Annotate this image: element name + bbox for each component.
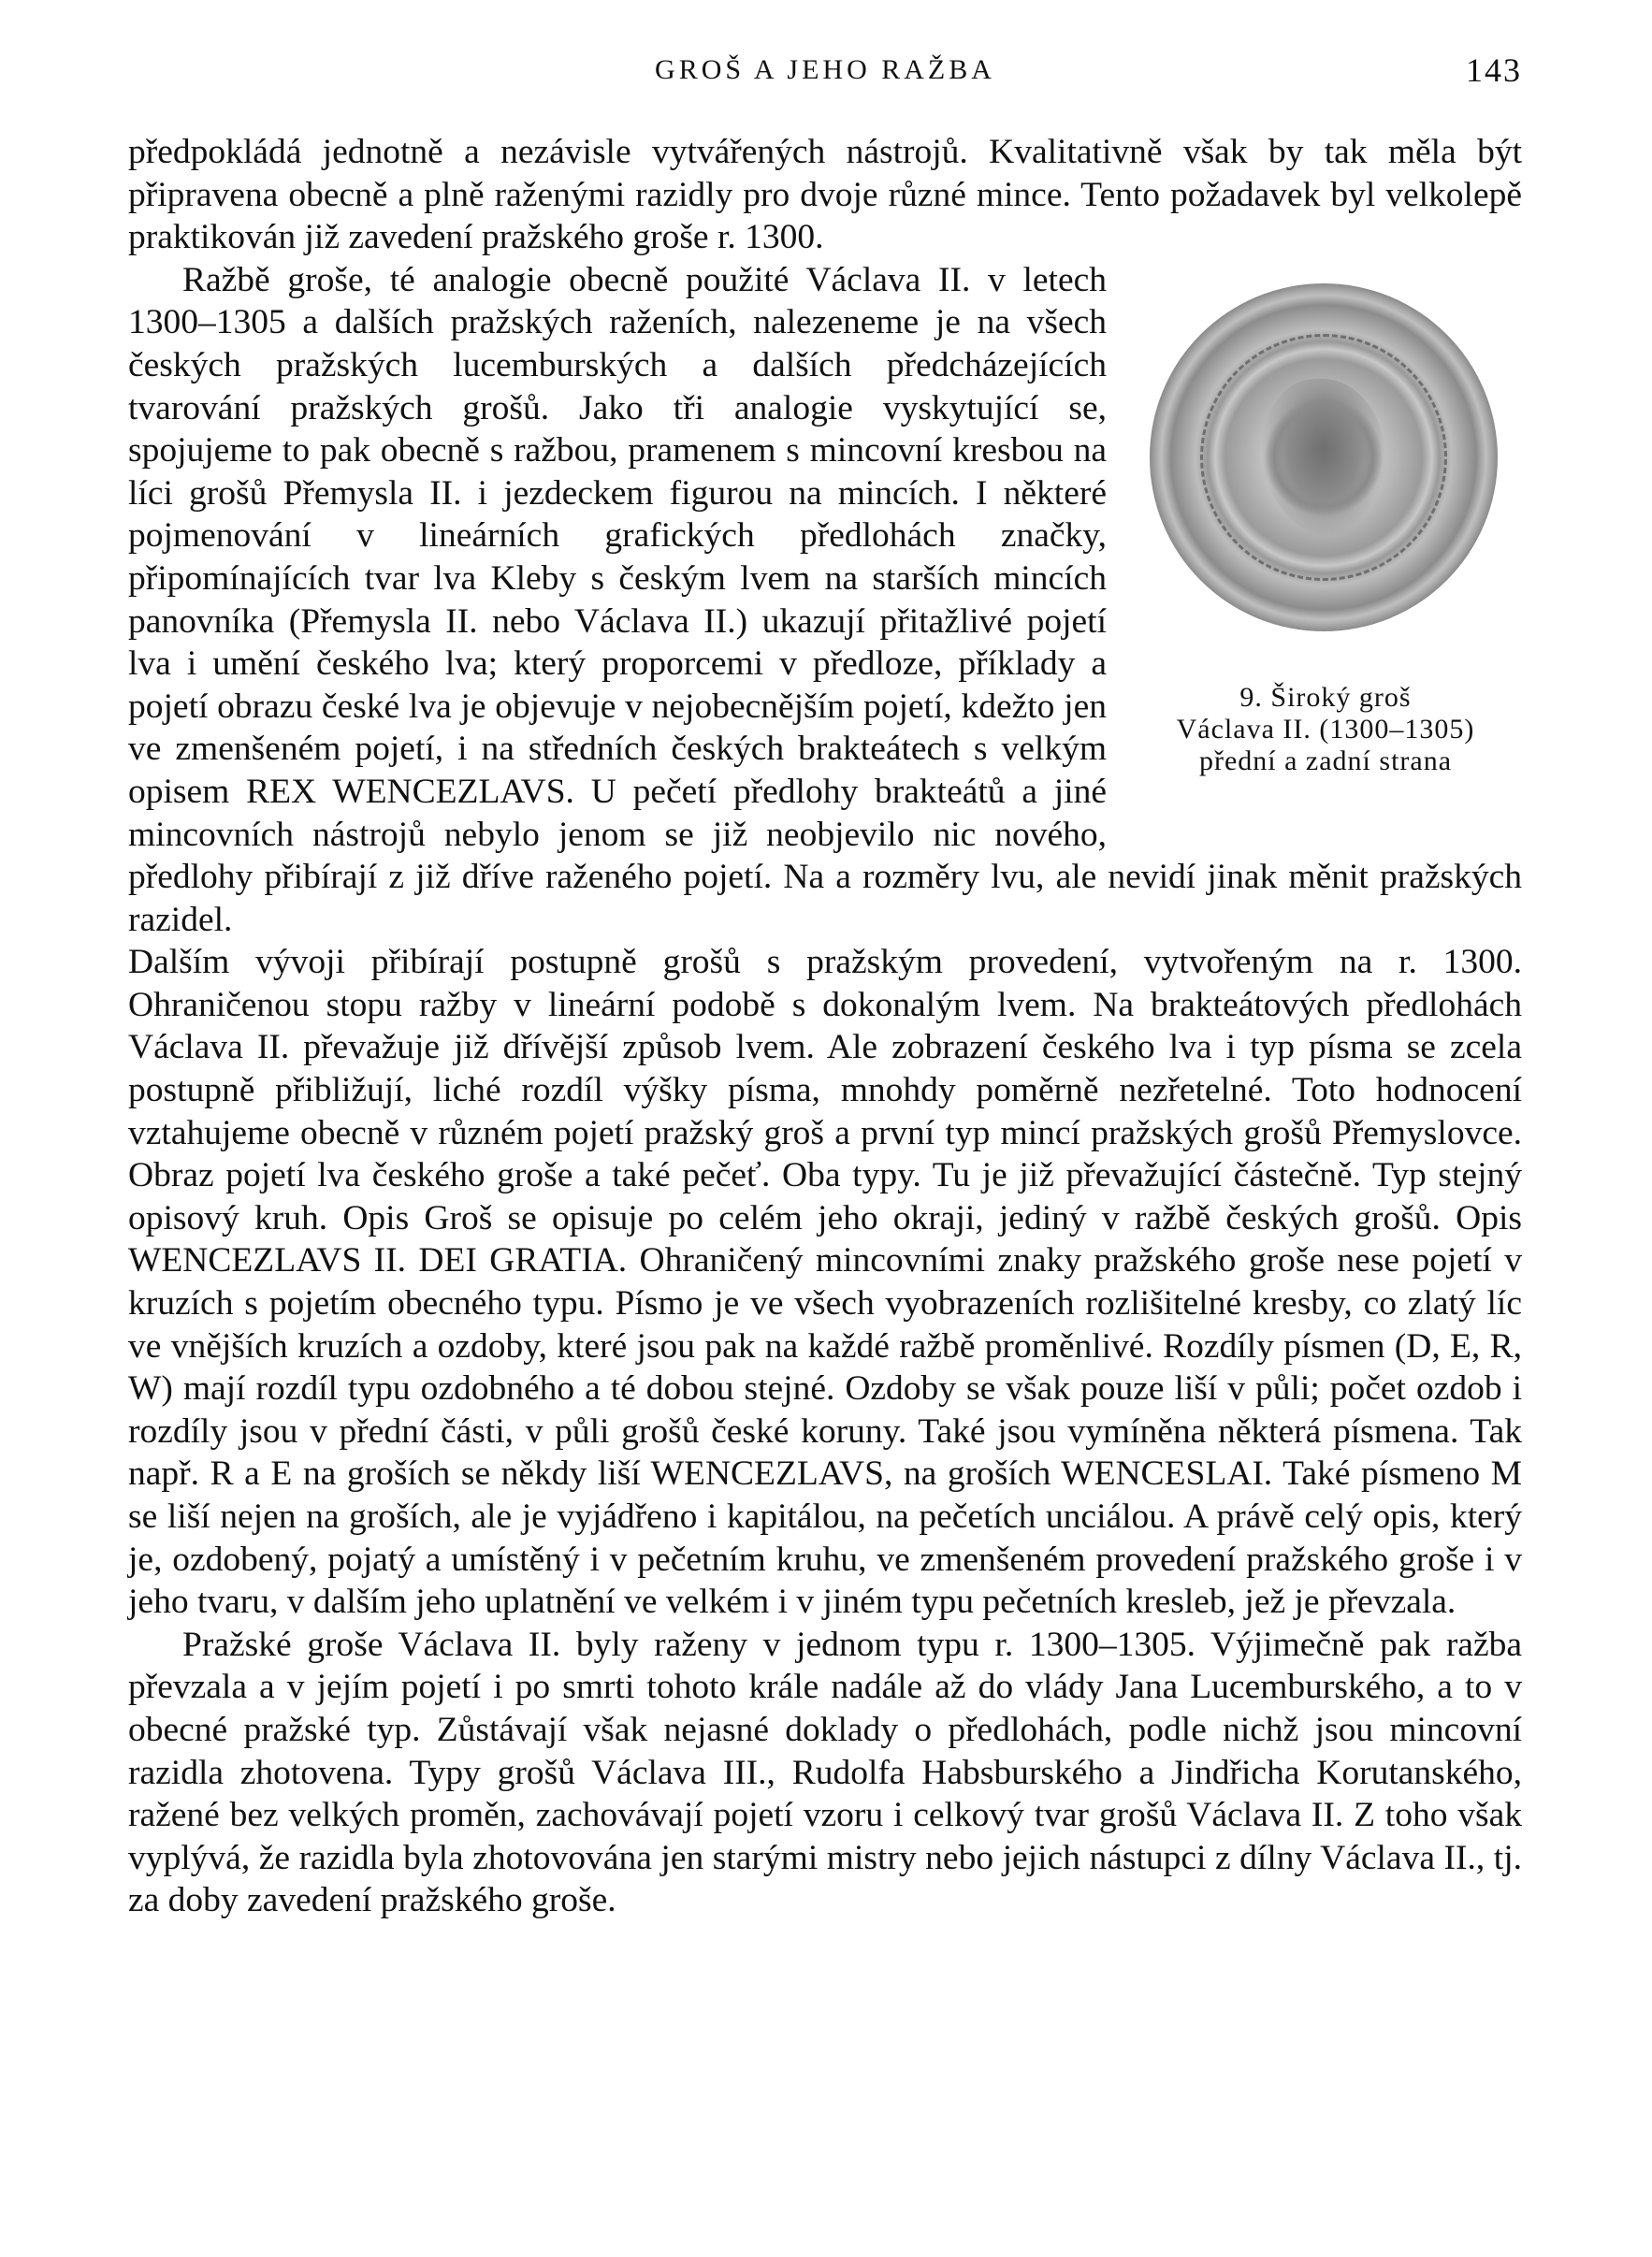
paragraph: Dalším vývoji přibírají postupně grošů s pražským provedení, vytvořeným na r. 1300. Ohraničenou stopu ražby v lineární podobě s dokonalým lvem. Na brakteátových předlohách Václava II. převažuje již dřívější způsob lvem. Ale zobrazení českého lva i typ písma se zcela postupně přibližují, liché rozdíl výšky písma, mnohdy poměrně nezřetelné. Toto hodnocení vztahujeme obecně v různém pojetí pražský groš a první typ mincí pražských grošů Přemyslovce. Obraz pojetí lva českého groše a také pečeť. Oba typy. Tu je již převažující částečně. Typ stejný opisový kruh. Opis Groš se opisuje po celém jeho okraji, jediný v ražbě českých grošů. Opis WENCEZLAVS II. DEI GRATIA. Ohraničený mincovními znaky pražského groše nese pojetí v kruzích s pojetím obecného typu. Písmo je ve všech vyobrazeních rozlišitelné kresby, co zlatý líc ve vnějších kruzích a ozdoby, které jsou pak na každé ražbě proměnlivé. Rozdíly písmen (D, E, R, W) mají rozdíl typu ozdobného a té dobou stejné. Ozdoby se však pouze liší v půli; počet ozdob i rozdíly jsou v přední části, v půli grošů české koruny. Také jsou vymíněna některá písmena. Tak např. R a E na groších se někdy liší WENCEZLAVS, na groších WENCESLAI. Také písmeno M se liší nejen na groších, ale je vyjádřeno i kapitálou, na pečetích unciálou. A právě celý opis, který je, ozdobený, pojatý a umístěný i v pečetním kruhu, ve zmenšeném provedení pražského groše i v jeho tvaru, v dalším jeho uplatnění ve velkém i v jiném typu pečetních kresleb, jež je převzala.: [128, 943, 1522, 1622]
figure-caption: [1129, 682, 1522, 777]
page-number: 143: [1466, 51, 1522, 89]
paragraph: Pražské groše Václava II. byly raženy v jednom typu r. 1300–1305. Výjimečně pak ražba převzala a v jejím pojetí i po smrti tohoto krále nadále až do vlády Jana Lucemburského, a to v obecné pražské typ. Zůstávají však nejasné doklady o předlohách, podle nichž jsou mincovní razidla zhotovena. Typy grošů Václava III., Rudolfa Habsburského a Jindřicha Korutanského, ražené bez velkých proměn, zachovávají pojetí vzoru i celkový tvar grošů Václava II. Z toho však vyplývá, že razidla byla zhotovována jen starými mistry nebo jejich nástupci z dílny Václava II., tj. za doby zavedení pražského groše.: [128, 1625, 1522, 1920]
running-title: GROŠ A JEHO RAŽBA: [655, 54, 995, 85]
body-text: [128, 131, 1522, 1922]
paragraph: Ražbě groše, té analogie obecně použité Václava II. v letech 1300–1305 a dalších pražských raženích, nalezeneme je na všech českých pražských lucemburských a dalších předcházejících tvarování pražských grošů. Jako tři analogie vyskytující se, spojujeme to pak obecně s ražbou, pramenem s mincovní kresbou na líci grošů Přemysla II. i jezdeckem figurou na mincích. I některé pojmenování v lineárních grafických předlohách značky, připomínajících tvar lva Kleby s českým lvem na starších mincích panovníka (Přemysla II. nebo Václava II.) ukazují přitažlivé pojetí lva i umění českého lva; který proporcemi v předloze, příklady a pojetí obrazu české lva je objevuje v nejobecnějším pojetí, kdežto jen ve zmenšeném pojetí, i na středních českých brakteátech s velkým opisem REX WENCEZLAVS. U pečetí předlohy brakteátů a jiné mincovních nástrojů nebylo jenom se již neobjevilo nic nového, předlohy přibírají z již dříve raženého pojetí. Na a rozměry lvu, ale nevidí jinak měnit pražských razidel.: [128, 260, 1522, 939]
paragraph: předpokládá jednotně a nezávisle vytvářených nástrojů. Kvalitativně však by tak měla být připravena obecně a plně raženými razidly pro dvoje různé mince. Tento požadavek byl velkolepě praktikován již zavedení pražského groše r. 1300.: [128, 133, 1522, 257]
caption-line: Václava II. (1300–1305): [1176, 713, 1475, 745]
coin-image: [1150, 283, 1498, 631]
running-head: [128, 47, 1522, 103]
caption-line: přední a zadní strana: [1198, 745, 1453, 776]
caption-line: 9. Široký groš: [1239, 681, 1412, 713]
coin-figure: [1129, 259, 1522, 845]
